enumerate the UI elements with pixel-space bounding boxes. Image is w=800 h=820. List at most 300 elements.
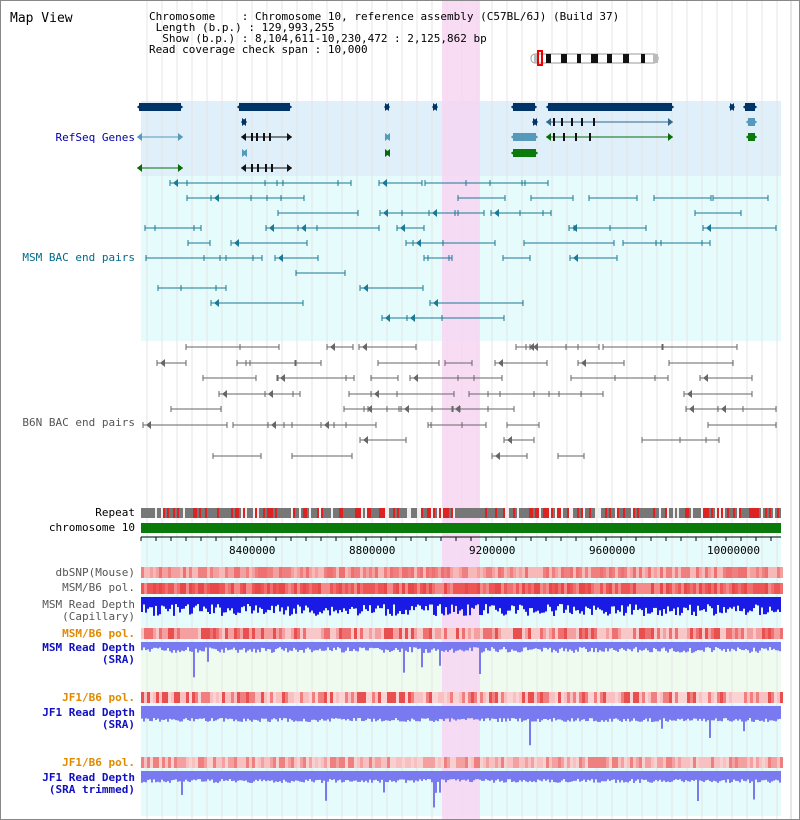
heat-cell <box>486 628 489 639</box>
depth-bar <box>643 642 645 650</box>
depth-bar <box>621 642 623 648</box>
heat-cell <box>279 628 282 639</box>
heat-cell <box>273 628 276 639</box>
depth-bar <box>705 597 707 612</box>
track-label-jf1-depth-trimmed[interactable] <box>42 772 135 796</box>
heat-cell <box>438 692 441 703</box>
depth-bar <box>603 706 605 722</box>
depth-bar <box>589 771 591 781</box>
heat-cell <box>165 583 168 594</box>
depth-bar <box>553 706 555 718</box>
heat-cell <box>357 757 360 768</box>
depth-bar <box>353 771 355 781</box>
repeat-block <box>597 508 599 518</box>
heat-cell <box>537 757 540 768</box>
depth-bar <box>283 642 285 651</box>
depth-bar <box>269 597 271 610</box>
depth-bar <box>547 706 549 720</box>
depth-bar <box>431 642 433 650</box>
depth-bar <box>257 771 259 781</box>
depth-bar <box>201 597 203 611</box>
depth-bar <box>585 771 587 782</box>
depth-bar <box>145 706 147 718</box>
heat-cell <box>165 757 168 768</box>
depth-bar <box>493 597 495 605</box>
depth-bar <box>285 597 287 610</box>
depth-bar <box>333 597 335 611</box>
heat-cell <box>726 628 729 639</box>
depth-bar <box>761 642 763 648</box>
depth-bar <box>517 642 519 652</box>
heat-cell <box>438 628 441 639</box>
depth-bar <box>339 771 341 780</box>
repeat-block <box>409 508 411 518</box>
repeat-block <box>609 508 611 518</box>
heat-cell <box>192 583 195 594</box>
depth-bar <box>451 597 453 605</box>
repeat-block <box>317 508 319 518</box>
depth-bar <box>773 771 775 781</box>
heat-cell <box>258 757 261 768</box>
heat-cell <box>240 567 243 578</box>
heat-cell <box>159 692 162 703</box>
repeat-block <box>443 508 445 518</box>
repeat-block <box>441 508 443 518</box>
heat-cell <box>519 583 522 594</box>
heat-cell <box>312 757 315 768</box>
heat-cell <box>675 757 678 768</box>
repeat-block <box>435 508 437 518</box>
depth-bar <box>357 771 359 782</box>
heat-cell <box>609 628 612 639</box>
depth-bar <box>649 771 651 782</box>
depth-bar <box>647 771 649 782</box>
repeat-block <box>209 508 211 518</box>
heat-cell <box>726 567 729 578</box>
heat-cell <box>765 583 768 594</box>
heat-cell <box>510 567 513 578</box>
depth-bar <box>711 642 713 652</box>
heat-cell <box>321 628 324 639</box>
depth-bar <box>647 642 649 650</box>
depth-bar <box>417 597 419 605</box>
repeat-block <box>251 508 253 518</box>
depth-bar <box>535 642 537 648</box>
depth-bar <box>197 597 199 604</box>
heat-cell <box>360 757 363 768</box>
depth-bar <box>759 706 761 721</box>
heat-cell <box>225 692 228 703</box>
depth-bar <box>173 642 175 650</box>
heat-cell <box>426 628 429 639</box>
heat-cell <box>372 567 375 578</box>
depth-bar <box>733 771 735 780</box>
depth-bar <box>329 597 331 615</box>
heat-cell <box>510 583 513 594</box>
depth-bar <box>745 597 747 615</box>
repeat-block <box>587 508 589 518</box>
depth-bar <box>377 706 379 720</box>
repeat-block <box>451 508 453 518</box>
region-info: Chromosome : Chromosome 10, reference assembly (C57BL/6J) (Build 37) Length (b.p.) : 129,993,255 Show (b.p.) : 8,104,611-10,230,472 : 2,125,862 bp Read coverage check span : 10,000 <box>149 10 620 56</box>
track-label-msm-b6-pol-2[interactable]: MSM/B6 pol. <box>62 627 135 640</box>
heat-cell <box>282 757 285 768</box>
heat-cell <box>294 583 297 594</box>
gene-exon <box>575 133 577 141</box>
depth-bar <box>765 706 767 719</box>
depth-bar <box>341 597 343 612</box>
depth-bar <box>143 706 145 722</box>
depth-bar <box>621 706 623 722</box>
depth-bar <box>217 706 219 719</box>
track-label-msm-bac[interactable]: MSM BAC end pairs <box>22 251 135 264</box>
repeat-block <box>369 508 371 518</box>
depth-bar <box>237 771 239 781</box>
depth-bar <box>301 771 303 782</box>
depth-bar <box>449 642 451 650</box>
depth-bar <box>241 642 243 650</box>
depth-bar <box>671 642 673 648</box>
depth-bar <box>541 597 543 613</box>
heat-cell <box>276 567 279 578</box>
heat-cell <box>582 692 585 703</box>
depth-bar <box>215 771 217 782</box>
track-label-chromosome[interactable]: chromosome 10 <box>48 521 135 534</box>
repeat-block <box>235 508 237 518</box>
track-label-msm-b6-pol-1[interactable]: MSM/B6 pol. <box>62 581 135 594</box>
repeat-block <box>157 508 159 518</box>
depth-bar <box>145 771 147 782</box>
heat-cell <box>198 757 201 768</box>
heat-cell <box>273 567 276 578</box>
depth-bar <box>157 706 159 719</box>
repeat-block <box>601 508 603 518</box>
depth-bar <box>593 771 595 783</box>
track-label-jf1-b6-pol-1[interactable]: JF1/B6 pol. <box>62 691 135 704</box>
depth-bar <box>627 642 629 649</box>
heat-cell <box>486 583 489 594</box>
heat-cell <box>528 583 531 594</box>
bac-arrow <box>363 436 368 444</box>
heat-cell <box>186 567 189 578</box>
heat-cell <box>624 583 627 594</box>
depth-bar <box>615 771 617 783</box>
heat-cell <box>141 757 144 768</box>
heat-cell <box>342 692 345 703</box>
depth-bar <box>545 706 547 719</box>
depth-bar <box>429 597 431 604</box>
depth-bar <box>265 642 267 651</box>
depth-bar <box>297 642 299 652</box>
depth-bar <box>527 597 529 616</box>
depth-bar <box>327 706 329 719</box>
depth-bar <box>181 706 183 721</box>
repeat-block <box>429 508 431 518</box>
depth-bar <box>439 706 441 719</box>
depth-bar <box>199 771 201 779</box>
heat-cell <box>390 583 393 594</box>
depth-bar <box>717 642 719 648</box>
depth-bar <box>369 706 371 719</box>
heat-cell <box>675 692 678 703</box>
heat-cell <box>282 692 285 703</box>
track-label-repeat[interactable]: Repeat <box>95 506 135 519</box>
heat-cell <box>309 757 312 768</box>
heat-cell <box>306 757 309 768</box>
heat-cell <box>150 628 153 639</box>
heat-cell <box>699 567 702 578</box>
length-label: Length (b.p.) <box>155 21 242 34</box>
heat-cell <box>684 757 687 768</box>
depth-bar <box>345 642 347 651</box>
depth-bar <box>303 771 305 782</box>
depth-bar <box>353 597 355 609</box>
depth-bar <box>313 597 315 613</box>
depth-bar <box>561 771 563 781</box>
depth-bar <box>591 706 593 718</box>
heat-cell <box>654 692 657 703</box>
heat-cell <box>237 692 240 703</box>
heat-cell <box>495 757 498 768</box>
depth-bar <box>469 597 471 615</box>
heat-cell <box>525 567 528 578</box>
depth-bar <box>165 597 167 609</box>
depth-bar <box>437 597 439 606</box>
depth-bar <box>579 706 581 721</box>
depth-bar <box>779 597 781 612</box>
heat-cell <box>717 567 720 578</box>
repeat-block <box>337 508 339 518</box>
depth-bar <box>447 706 449 718</box>
depth-bar <box>393 597 395 604</box>
depth-bar <box>413 642 415 647</box>
depth-bar <box>443 771 445 780</box>
depth-bar <box>711 706 713 720</box>
track-label-msm-depth-capillary[interactable] <box>42 599 135 623</box>
depth-bar <box>179 597 181 612</box>
depth-bar <box>367 706 369 719</box>
depth-bar <box>323 706 325 721</box>
heat-cell <box>264 757 267 768</box>
depth-bar <box>205 771 207 781</box>
heat-cell <box>372 757 375 768</box>
gene-exon <box>263 133 265 141</box>
track-label-msm-depth-sra[interactable] <box>42 642 135 666</box>
chromosome-value: Chromosome 10, reference assembly (C57BL/6J) (Build 37) <box>254 10 620 23</box>
repeat-block <box>399 508 401 518</box>
heat-cell <box>441 567 444 578</box>
repeat-block <box>153 508 155 518</box>
heat-cell <box>345 692 348 703</box>
depth-bar <box>497 706 499 722</box>
depth-bar <box>447 642 449 652</box>
depth-bar <box>395 706 397 718</box>
track-label-jf1-b6-pol-2[interactable]: JF1/B6 pol. <box>62 756 135 769</box>
depth-bar <box>583 706 585 719</box>
repeat-block <box>553 508 555 518</box>
depth-bar <box>605 706 607 720</box>
depth-bar <box>337 706 339 719</box>
depth-bar <box>381 642 383 650</box>
depth-bar <box>169 706 171 719</box>
heat-cell <box>414 628 417 639</box>
track-label-b6n-bac[interactable]: B6N BAC end pairs <box>22 416 135 429</box>
depth-bar <box>705 771 707 780</box>
heat-cell <box>549 567 552 578</box>
depth-bar <box>335 706 337 718</box>
depth-bar <box>189 597 191 615</box>
heat-cell <box>174 757 177 768</box>
heat-cell <box>675 583 678 594</box>
depth-bar <box>687 771 689 781</box>
depth-bar <box>447 597 449 615</box>
depth-bar <box>207 706 209 722</box>
heat-cell <box>222 692 225 703</box>
heat-cell <box>255 757 258 768</box>
repeat-block <box>311 508 313 518</box>
track-label-refseq[interactable]: RefSeq Genes <box>55 131 135 144</box>
heat-cell <box>159 757 162 768</box>
depth-bar <box>443 597 445 615</box>
depth-bar <box>201 706 203 719</box>
gene-exon <box>561 118 563 126</box>
depth-bar <box>699 706 701 719</box>
heat-cell <box>153 583 156 594</box>
heat-cell <box>723 583 726 594</box>
depth-bar <box>201 771 203 782</box>
depth-bar <box>431 706 433 721</box>
depth-bar <box>413 597 415 610</box>
heat-cell <box>318 567 321 578</box>
heat-cell <box>657 757 660 768</box>
depth-bar <box>529 771 531 781</box>
heat-cell <box>324 567 327 578</box>
heat-cell <box>276 757 279 768</box>
repeat-block <box>405 508 407 518</box>
depth-bar <box>371 642 373 648</box>
heat-cell <box>150 567 153 578</box>
depth-bar <box>195 597 197 606</box>
repeat-block <box>247 508 249 518</box>
heat-cell <box>303 692 306 703</box>
heat-cell <box>486 567 489 578</box>
track-label-dbsnp[interactable]: dbSNP(Mouse) <box>55 566 135 579</box>
heat-cell <box>774 583 777 594</box>
depth-bar <box>467 642 469 650</box>
heat-cell <box>213 757 216 768</box>
repeat-block <box>389 508 391 518</box>
depth-bar <box>513 642 515 651</box>
heat-cell <box>339 757 342 768</box>
heat-cell <box>441 628 444 639</box>
depth-bar <box>641 771 643 779</box>
heat-cell <box>738 583 741 594</box>
depth-bar <box>727 597 729 609</box>
depth-bar <box>575 771 577 781</box>
depth-bar <box>525 642 527 647</box>
gene-exon <box>251 133 253 141</box>
depth-bar <box>291 642 293 651</box>
heat-cell <box>159 567 162 578</box>
depth-bar <box>407 597 409 615</box>
heat-cell <box>243 583 246 594</box>
heat-cell <box>327 628 330 639</box>
depth-bar <box>513 597 515 606</box>
repeat-block <box>707 508 709 518</box>
depth-bar <box>551 706 553 722</box>
depth-bar <box>647 706 649 721</box>
heat-cell <box>330 692 333 703</box>
depth-bar <box>261 771 263 781</box>
depth-bar <box>233 642 235 648</box>
heat-cell <box>306 628 309 639</box>
depth-bar <box>665 597 667 614</box>
depth-bar <box>231 771 233 781</box>
heat-cell <box>456 583 459 594</box>
heat-cell <box>339 583 342 594</box>
depth-bar <box>307 706 309 722</box>
repeat-block <box>715 508 717 518</box>
depth-bar <box>561 642 563 648</box>
depth-bar <box>689 706 691 721</box>
repeat-block <box>439 508 441 518</box>
depth-bar <box>611 642 613 648</box>
depth-bar <box>713 642 715 650</box>
depth-bar <box>507 642 509 652</box>
depth-bar <box>567 597 569 605</box>
heat-cell <box>648 583 651 594</box>
depth-bar <box>295 597 297 614</box>
depth-bar <box>163 706 165 720</box>
depth-bar <box>569 706 571 721</box>
heat-cell <box>732 628 735 639</box>
depth-bar <box>653 706 655 722</box>
heat-cell <box>492 628 495 639</box>
depth-bar <box>387 597 389 609</box>
gene-arrow <box>137 164 142 172</box>
heat-cell <box>552 583 555 594</box>
heat-cell <box>270 628 273 639</box>
heat-cell <box>390 628 393 639</box>
depth-bar <box>303 706 305 719</box>
depth-bar <box>245 597 247 611</box>
repeat-block <box>469 508 471 518</box>
heat-cell <box>753 692 756 703</box>
heat-cell <box>222 628 225 639</box>
heat-cell <box>759 567 762 578</box>
depth-bar <box>413 771 415 783</box>
heat-cell <box>270 567 273 578</box>
depth-bar <box>165 642 167 651</box>
depth-bar <box>283 706 285 718</box>
heat-cell <box>540 567 543 578</box>
repeat-block <box>731 508 733 518</box>
depth-bar <box>571 706 573 718</box>
repeat-block <box>631 508 633 518</box>
heat-cell <box>255 567 258 578</box>
depth-bar <box>439 771 441 793</box>
heat-cell <box>762 757 765 768</box>
heat-cell <box>693 628 696 639</box>
heat-cell <box>423 583 426 594</box>
track-label-jf1-depth-sra[interactable] <box>42 707 135 731</box>
heat-cell <box>171 757 174 768</box>
heat-cell <box>360 628 363 639</box>
heat-cell <box>483 757 486 768</box>
depth-bar <box>259 771 261 779</box>
depth-bar <box>335 642 337 650</box>
depth-bar <box>479 597 481 615</box>
